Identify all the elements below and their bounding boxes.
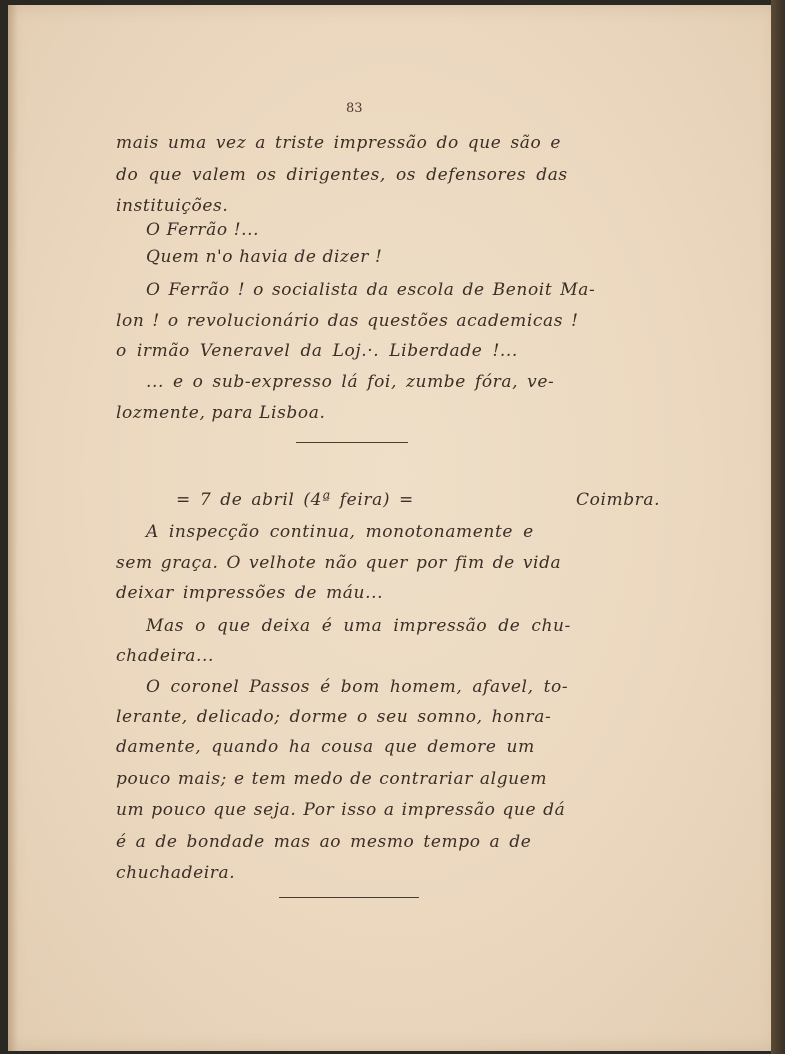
entry2-line-12: chuchadeira. xyxy=(116,863,236,883)
entry2-heading: = 7 de abril (4ª feira) = xyxy=(176,490,414,510)
entry2-line-7: lerante, delicado; dorme o seu somno, honra- xyxy=(116,707,552,727)
entry2-line-9: pouco mais; e tem medo de contrariar alguem xyxy=(116,769,548,789)
entry1-line-9: ... e o sub-expresso lá foi, zumbe fóra, ve- xyxy=(146,372,555,392)
page-number: 83 xyxy=(346,101,363,116)
entry1-line-8: o irmão Veneravel da Loj.·. Liberdade !... xyxy=(116,341,518,361)
entry2-line-8: damente, quando ha cousa que demore um xyxy=(116,737,535,757)
separator-rule xyxy=(296,442,408,443)
manuscript-sheet xyxy=(8,5,778,1051)
entry2-line-6: O coronel Passos é bom homem, afavel, to- xyxy=(146,677,569,697)
entry1-line-10: lozmente, para Lisboa. xyxy=(116,403,326,423)
scan-edge xyxy=(771,0,785,1054)
entry1-line-4: O Ferrão !... xyxy=(146,220,260,240)
entry1-line-1: mais uma vez a triste impressão do que são e xyxy=(116,133,562,153)
entry1-line-3: instituições. xyxy=(116,196,229,216)
entry2-place: Coimbra. xyxy=(576,490,661,510)
entry1-line-7: lon ! o revolucionário das questões academicas ! xyxy=(116,311,579,331)
entry1-line-2: do que valem os dirigentes, os defensores das xyxy=(116,165,568,185)
closing-rule xyxy=(279,897,419,898)
entry2-line-1: A inspecção continua, monotonamente e xyxy=(146,522,534,542)
entry2-line-3: deixar impressões de máu... xyxy=(116,583,384,603)
entry1-line-6: O Ferrão ! o socialista da escola de Benoit Ma- xyxy=(146,280,596,300)
entry2-line-11: é a de bondade mas ao mesmo tempo a de xyxy=(116,832,532,852)
entry2-line-4: Mas o que deixa é uma impressão de chu- xyxy=(146,616,571,636)
entry2-line-2: sem graça. O velhote não quer por fim de vida xyxy=(116,553,562,573)
entry1-line-5: Quem n'o havia de dizer ! xyxy=(146,247,383,267)
entry2-line-10: um pouco que seja. Por isso a impressão que dá xyxy=(116,800,566,820)
entry2-line-5: chadeira... xyxy=(116,646,215,666)
